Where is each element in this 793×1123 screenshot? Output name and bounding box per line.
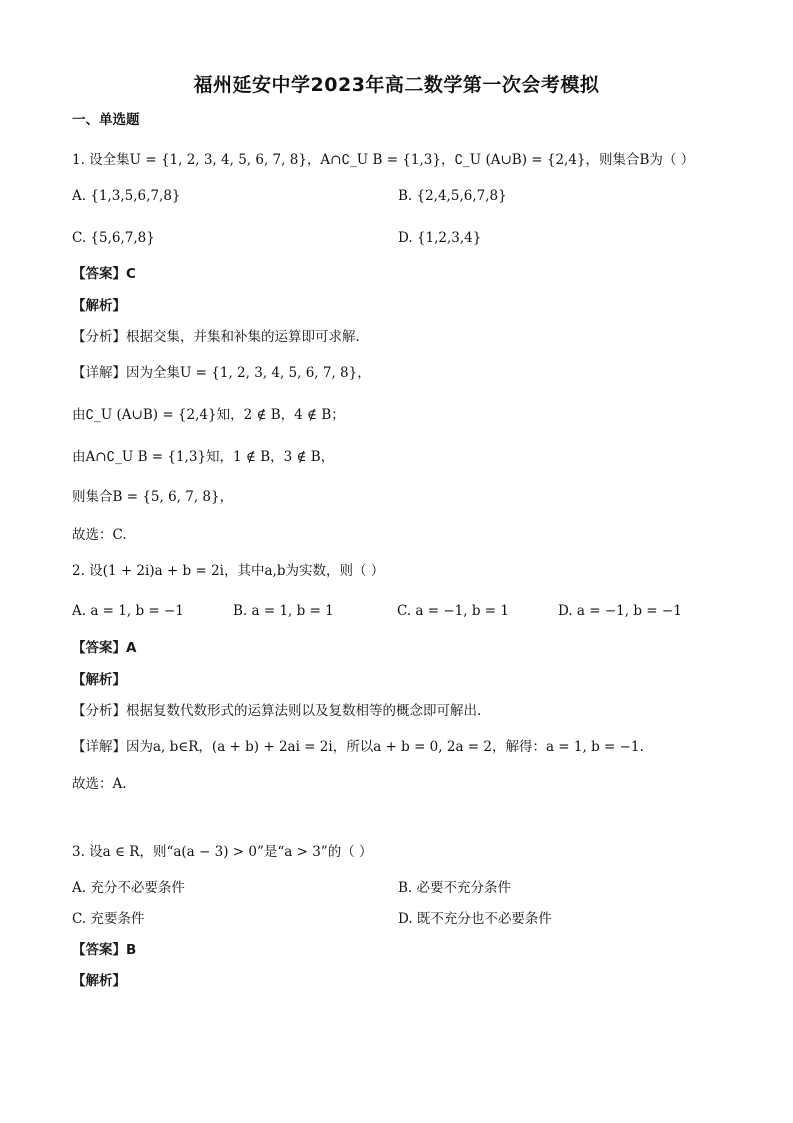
question-2-option-c: C. a = −1, b = 1 [397, 603, 509, 619]
question-2-answer: 【答案】A [72, 640, 137, 656]
question-2-stem: 2. 设(1 + 2i)a + b = 2i，其中a,b为实数，则（ ） [72, 563, 385, 579]
section-heading: 一、单选题 [72, 112, 140, 128]
question-1-option-a: A. {1,3,5,6,7,8} [72, 188, 181, 204]
page-title: 福州延安中学2023年高二数学第一次会考模拟 [193, 74, 600, 96]
question-2-detail: 【详解】因为a, b∈R，(a + b) + 2ai = 2i，所以a + b = 0, 2a = 2，解得：a = 1, b = −1. [72, 739, 644, 755]
question-3-option-c: C. 充要条件 [72, 911, 145, 927]
question-1-stem: 1. 设全集U = {1, 2, 3, 4, 5, 6, 7, 8}，A∩∁_U B = {1,3}，∁_U (A∪B) = {2,4}，则集合B为（ ） [72, 152, 695, 168]
question-3-option-d: D. 既不充分也不必要条件 [398, 911, 552, 927]
question-1-detail-2: 由∁_U (A∪B) = {2,4}知，2 ∉ B，4 ∉ B； [72, 407, 345, 423]
question-1-option-d: D. {1,2,3,4} [398, 230, 482, 246]
question-1-option-b: B. {2,4,5,6,7,8} [398, 188, 507, 204]
question-1-answer: 【答案】C [72, 266, 136, 282]
question-1-option-c: C. {5,6,7,8} [72, 230, 155, 246]
question-1-detail-1: 【详解】因为全集U = {1, 2, 3, 4, 5, 6, 7, 8}， [72, 365, 371, 381]
question-3-analysis-tag: 【解析】 [72, 973, 126, 989]
question-1-choose: 故选：C. [72, 527, 127, 543]
question-1-detail-3: 由A∩∁_U B = {1,3}知，1 ∉ B，3 ∉ B， [72, 449, 335, 465]
question-2-option-b: B. a = 1, b = 1 [233, 603, 334, 619]
question-1-analysis-tag: 【解析】 [72, 298, 126, 314]
question-2-option-d: D. a = −1, b = −1 [558, 603, 682, 619]
question-2-option-a: A. a = 1, b = −1 [72, 603, 184, 619]
question-1-detail-4: 则集合B = {5, 6, 7, 8}， [72, 489, 234, 505]
question-3-option-b: B. 必要不充分条件 [398, 880, 512, 896]
question-2-analysis: 【分析】根据复数代数形式的运算法则以及复数相等的概念即可解出. [72, 703, 482, 719]
question-1-analysis: 【分析】根据交集，并集和补集的运算即可求解. [72, 329, 360, 345]
question-3-answer: 【答案】B [72, 942, 137, 958]
question-3-stem: 3. 设a ∈ R，则“a(a − 3) > 0”是“a > 3”的（ ） [72, 844, 373, 860]
question-2-choose: 故选：A. [72, 776, 127, 792]
question-3-option-a: A. 充分不必要条件 [72, 880, 185, 896]
question-2-analysis-tag: 【解析】 [72, 672, 126, 688]
